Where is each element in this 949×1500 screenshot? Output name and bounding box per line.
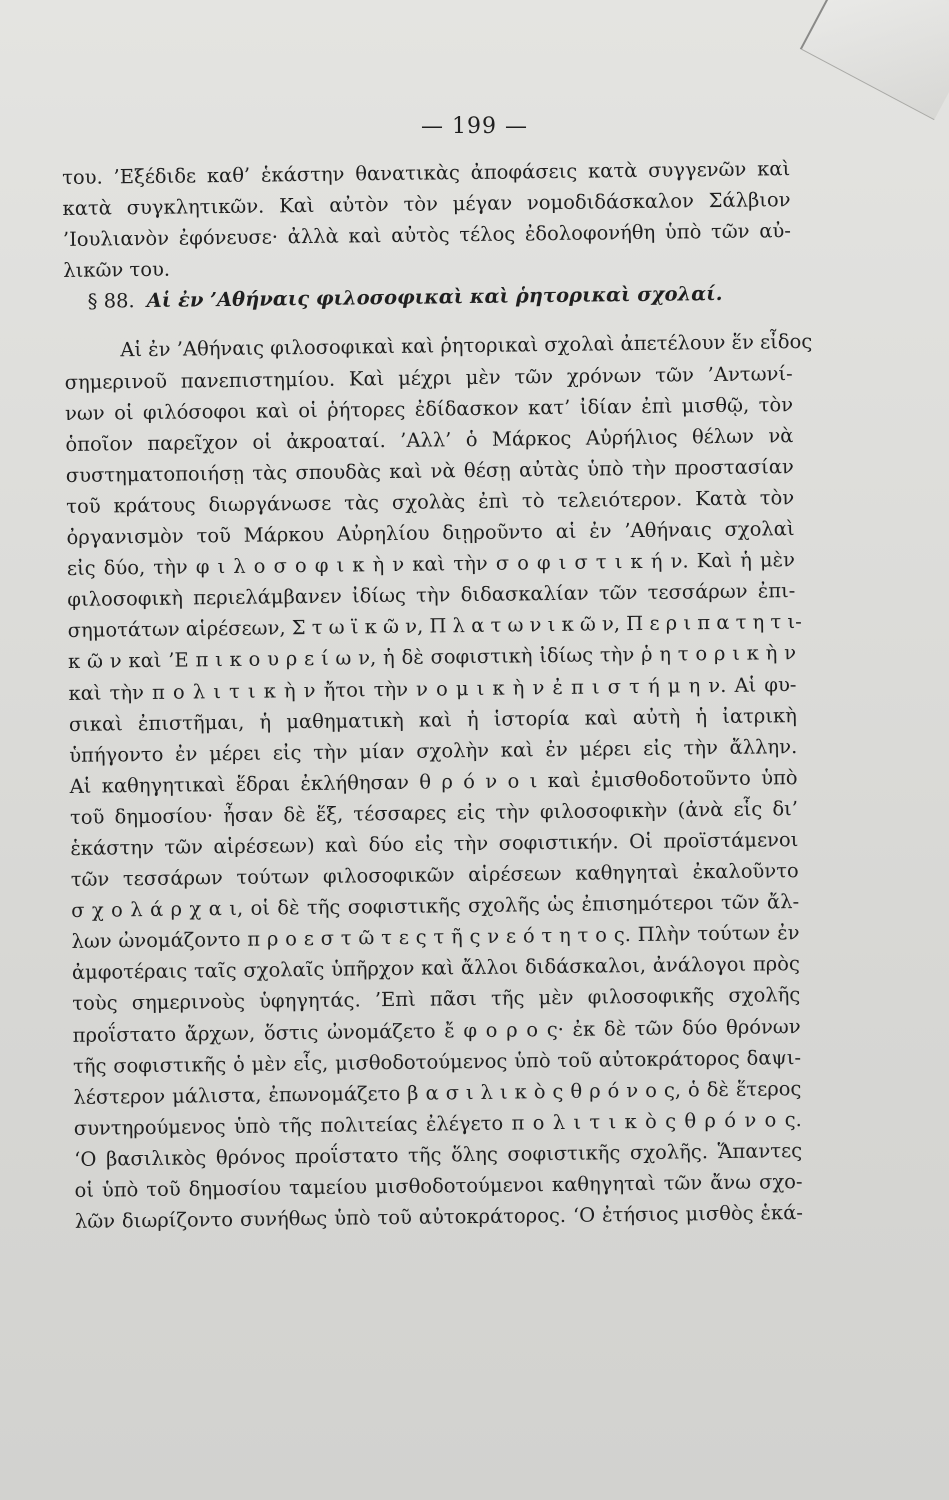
text-line: φιλοσοφικὴ περιελάμβανεν ἰδίως τὴν διδασκαλίαν τῶν τεσσάρων ἐπι- bbox=[67, 579, 796, 612]
text-line: λῶν διωρίζοντο συνήθως ὑπὸ τοῦ αὐτοκράτορος. ‘Ο ἐτήσιος μισθὸς ἑκά- bbox=[74, 1201, 804, 1234]
text-body bbox=[62, 153, 813, 1237]
text-line: προΐστατο ἄρχων, ὅστις ὠνομάζετο ἔ φ ο ρ ο ς· ἐκ δὲ τῶν δύο θρόνων bbox=[72, 1014, 801, 1047]
text-line: κατὰ συγκλητικῶν. Καὶ αὐτὸν τὸν μέγαν νομοδιδάσκαλον Σάλβιον bbox=[62, 188, 791, 221]
text-line: συστηματοποιήσῃ τὰς σπουδὰς καὶ νὰ θέσῃ αὐτὰς ὑπὸ τὴν προστασίαν bbox=[65, 454, 794, 487]
text-line: εἰς δύο, τὴν φ ι λ ο σ ο φ ι κ ὴ ν καὶ τὴν σ ο φ ι σ τ ι κ ή ν. Καὶ ἡ μὲν bbox=[66, 548, 796, 581]
text-line: λικῶν του. bbox=[63, 257, 171, 283]
text-line: καὶ τὴν π ο λ ι τ ι κ ὴ ν ἤτοι τὴν ν ο μ ι κ ὴ ν ἐ π ι σ τ ή μ η ν. Αἱ φυ- bbox=[68, 672, 797, 705]
text-line: σημοτάτων αἱρέσεων, Σ τ ω ϊ κ ῶ ν, Π λ α τ ω ν ι κ ῶ ν, Π ε ρ ι π α τ η τ ι- bbox=[67, 610, 802, 643]
text-line: νων οἱ φιλόσοφοι καὶ οἱ ῥήτορες ἐδίδασκον κατ’ ἰδίαν ἐπὶ μισθῷ, τὸν bbox=[64, 392, 794, 425]
section-number: § 88. bbox=[87, 289, 135, 314]
text-line: σημερινοῦ πανεπιστημίου. Καὶ μέχρι μὲν τῶν χρόνων τῶν ’Αντωνί- bbox=[64, 361, 793, 394]
text-line: Αἱ καθηγητικαὶ ἕδραι ἐκλήθησαν θ ρ ό ν ο ι καὶ ἐμισθοδοτοῦντο ὑπὸ bbox=[69, 765, 798, 798]
text-line: τῶν τεσσάρων τούτων φιλοσοφικῶν αἱρέσεων καθηγηταὶ ἐκαλοῦντο bbox=[70, 859, 799, 892]
text-line: λέστερον μάλιστα, ἐπωνομάζετο β α σ ι λ ι κ ὸ ς θ ρ ό ν ο ς, ὁ δὲ ἕτερος bbox=[73, 1076, 802, 1109]
text-line: ἀμφοτέραις ταῖς σχολαῖς ὑπῆρχον καὶ ἄλλοι διδάσκαλοι, ἀνάλογοι πρὸς bbox=[71, 952, 800, 985]
page-number: — 199 — bbox=[421, 114, 528, 139]
text-line: ὀργανισμὸν τοῦ Μάρκου Αὐρηλίου διῃροῦντο αἱ ἐν ’Αθήναις σχολαὶ bbox=[66, 517, 795, 550]
text-line: ὑπήγοντο ἐν μέρει εἰς τὴν μίαν σχολὴν καὶ ἐν μέρει εἰς τὴν ἄλλην. bbox=[69, 734, 798, 767]
text-line: ἑκάστην τῶν αἱρέσεων) καὶ δύο εἰς τὴν σοφιστικήν. Οἱ προϊστάμενοι bbox=[70, 828, 799, 860]
text-line: σ χ ο λ ά ρ χ α ι, οἱ δὲ τῆς σοφιστικῆς σχολῆς ὡς ἐπισημότεροι τῶν ἄλ- bbox=[71, 890, 800, 923]
text-line: ὁποῖον παρεῖχον οἱ ἀκροαταί. ’Αλλ’ ὁ Μάρκος Αὐρήλιος θέλων νὰ bbox=[65, 423, 794, 456]
text-line: κ ῶ ν καὶ ’Ε π ι κ ο υ ρ ε ί ω ν, ἡ δὲ σοφιστικὴ ἰδίως τὴν ῥ η τ ο ρ ι κ ὴ ν bbox=[67, 641, 797, 674]
text-line: του. ’Εξέδιδε καθ’ ἑκάστην θανατικὰς ἀποφάσεις κατὰ συγγενῶν καὶ bbox=[62, 157, 791, 189]
text-line: τῆς σοφιστικῆς ὁ μὲν εἷς, μισθοδοτούμενος ὑπὸ τοῦ αὐτοκράτορος δαψι- bbox=[72, 1045, 802, 1078]
text-line: οἱ ὑπὸ τοῦ δημοσίου ταμείου μισθοδοτούμενοι καθηγηταὶ τῶν ἄνω σχο- bbox=[74, 1170, 803, 1202]
text-line: τοῦ κράτους διωργάνωσε τὰς σχολὰς ἐπὶ τὸ τελειότερον. Κατὰ τὸν bbox=[66, 486, 795, 518]
section-title: Αἱ ἐν ’Αθήναις φιλοσοφικαὶ καὶ ῥητορικαὶ σχολαί. bbox=[146, 282, 723, 313]
text-line: συντηρούμενος ὑπὸ τῆς πολιτείας ἐλέγετο π ο λ ι τ ι κ ὸ ς θ ρ ό ν ο ς. bbox=[73, 1107, 802, 1140]
folded-corner bbox=[800, 0, 949, 120]
text-line: σικαὶ ἐπιστῆμαι, ἡ μαθηματικὴ καὶ ἡ ἱστορία καὶ αὐτὴ ἡ ἰατρικὴ bbox=[68, 703, 797, 736]
text-line: ‘Ο βασιλικὸς θρόνος προΐστατο τῆς ὅλης σοφιστικῆς σχολῆς. Ἅπαντες bbox=[74, 1138, 803, 1171]
text-line: Αἱ ἐν ’Αθήναις φιλοσοφικαὶ καὶ ῥητορικαὶ σχολαὶ ἀπετέλουν ἕν εἶδος bbox=[120, 330, 813, 362]
text-line: τοὺς σημερινοὺς ὑφηγητάς. ’Επὶ πᾶσι τῆς μὲν φιλοσοφικῆς σχολῆς bbox=[72, 983, 801, 1016]
text-line: ’Ιουλιανὸν ἐφόνευσε· ἀλλὰ καὶ αὐτὸς τέλος ἐδολοφονήθη ὑπὸ τῶν αὐ- bbox=[62, 219, 792, 252]
text-line: τοῦ δημοσίου· ἦσαν δὲ ἕξ, τέσσαρες εἰς τὴν φιλοσοφικὴν (ἀνὰ εἷς δι’ bbox=[69, 796, 799, 829]
text-line: λων ὠνομάζοντο π ρ ο ε σ τ ῶ τ ε ς τ ῆ ς ν ε ό τ η τ ο ς. Πλὴν τούτων ἐν bbox=[71, 921, 800, 954]
